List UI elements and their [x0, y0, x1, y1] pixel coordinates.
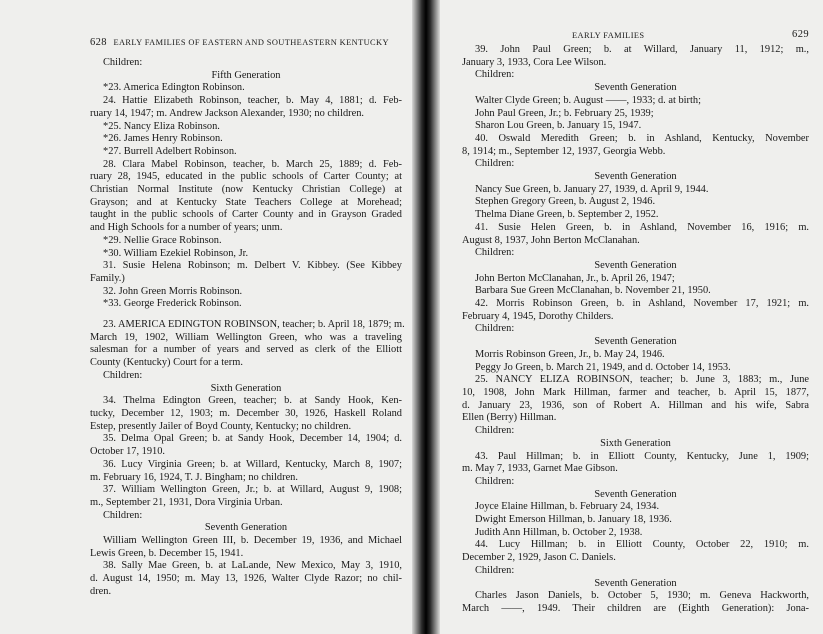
text-line: 41. Susie Helen Green, b. in Ashland, November 16, 1916; m.	[475, 221, 809, 233]
left-page-number: 628	[90, 37, 107, 48]
text-line: John Paul Green, Jr.; b. February 25, 1939;	[475, 107, 654, 119]
text-line: 34. Thelma Edington Green, teacher; b. at Sandy Hook, Ken-	[103, 395, 402, 407]
text-line: d. August 14, 1950; m. May 13, 1926, Walter Clyde Razor; no chil-	[90, 573, 402, 585]
text-line: Children:	[475, 564, 515, 576]
text-line: Stephen Gregory Green, b. August 2, 1946.	[475, 196, 656, 208]
left-running-head: EARLY FAMILIES OF EASTERN AND SOUTHEASTERN KENTUCKY	[113, 38, 389, 47]
text-line: March ——, 1949. Their children are (Eighth Generation): Jona-	[462, 602, 809, 614]
text-line: Children:	[103, 369, 143, 381]
text-line: and High Schools for a number of years; unm.	[90, 222, 283, 234]
text-line: Grayson; and at Kentucky State Teachers College at Morehead;	[90, 196, 402, 208]
text-line: January 3, 1933, Cora Lee Wilson.	[462, 56, 607, 68]
text-line: 43. Paul Hillman; b. in Elliott County, Kentucky, June 1, 1909;	[475, 450, 809, 462]
text-line: William Wellington Green III, b. December 19, 1936, and Michael	[103, 535, 402, 547]
generation-heading: Seventh Generation	[594, 82, 677, 94]
text-line: 31. Susie Helena Robinson; m. Delbert V. Kibbey. (See Kibbey	[103, 260, 402, 272]
generation-heading: Seventh Generation	[594, 336, 677, 348]
right-page-header	[462, 29, 809, 43]
text-line: 44. Lucy Hillman; b. in Elliott County, October 22, 1910; m.	[475, 539, 809, 551]
paragraph-gap	[90, 311, 402, 319]
text-line: m. February 16, 1924, T. J. Bingham; no children.	[90, 471, 298, 483]
text-line: ruary 14, 1947; m. Andrew Jackson Alexander, 1930; no children.	[90, 107, 365, 119]
text-line: Dwight Emerson Hillman, b. January 18, 1936.	[475, 514, 672, 526]
generation-heading: Seventh Generation	[594, 488, 677, 500]
text-line: tucky, December 12, 1903; m. December 30, 1926, Haskell Roland	[90, 407, 402, 419]
text-line: 24. Hattie Elizabeth Robinson, teacher, b. May 4, 1881; d. Feb-	[103, 95, 402, 107]
book-gutter	[412, 0, 440, 634]
text-line: ruary 28, 1945, educated in the public schools of Carter County; at	[90, 171, 402, 183]
text-line: 37. William Wellington Green, Jr.; b. at Willard, August 9, 1908;	[103, 484, 402, 496]
generation-heading: Seventh Generation	[204, 522, 288, 534]
generation-heading: Sixth Generation	[210, 382, 282, 394]
text-line: Morris Robinson Green, Jr., b. May 24, 1946.	[475, 348, 665, 360]
text-line: 35. Delma Opal Green; b. at Sandy Hook, December 14, 1904; d.	[103, 433, 402, 445]
text-line: Charles Jason Daniels, b. October 5, 1930; m. Geneva Hackworth,	[475, 590, 809, 602]
text-line: October 17, 1910.	[90, 446, 166, 458]
text-line: taught in the public schools of Carter County and in Grayson Graded	[90, 209, 402, 221]
text-line: 28. Clara Mabel Robinson, teacher, b. March 25, 1889; d. Feb-	[103, 158, 402, 170]
text-line: 32. John Green Morris Robinson.	[103, 285, 243, 297]
text-line: 39. John Paul Green; b. at Willard, January 11, 1912; m.,	[475, 44, 809, 55]
right-page	[440, 0, 823, 634]
text-line: February 4, 1945, Dorothy Childers.	[462, 310, 614, 322]
text-line: Children:	[103, 57, 143, 68]
text-line: Walter Clyde Green; b. August ——, 1933; d. at birth;	[475, 94, 701, 106]
text-line: Family.)	[90, 272, 125, 284]
text-line: December 2, 1929, Jason C. Daniels.	[462, 552, 616, 564]
generation-heading: Seventh Generation	[594, 577, 677, 589]
text-line: Children:	[475, 247, 515, 259]
text-line: Children:	[475, 69, 515, 81]
text-line: Joyce Elaine Hillman, b. February 24, 1934.	[475, 501, 660, 513]
text-line: Nancy Sue Green, b. January 27, 1939, d. April 9, 1944.	[475, 183, 709, 195]
text-line: *26. James Henry Robinson.	[103, 133, 223, 145]
text-line: 23. AMERICA EDINGTON ROBINSON, teacher; b. April 18, 1879; m.	[103, 319, 405, 331]
text-line: *25. Nancy Eliza Robinson.	[103, 120, 220, 132]
text-line: d. January 23, 1936, son of Robert A. Hillman and his wife, Sabra	[462, 399, 809, 411]
text-line: 40. Oswald Meredith Green; b. in Ashland, Kentucky, November	[475, 132, 809, 144]
text-line: County (Kentucky) Court for a term.	[90, 357, 243, 369]
text-line: Barbara Sue Green McClanahan, b. November 21, 1950.	[475, 285, 711, 297]
text-line: Thelma Diane Green, b. September 2, 1952.	[475, 209, 659, 221]
text-line: Children:	[475, 158, 515, 170]
generation-heading: Seventh Generation	[594, 259, 677, 271]
text-line: *29. Nellie Grace Robinson.	[103, 234, 222, 246]
text-line: *30. William Ezekiel Robinson, Jr.	[103, 247, 249, 259]
text-line: 8, 1914; m., September 12, 1937, Georgia Webb.	[462, 145, 666, 157]
right-running-head: EARLY FAMILIES	[572, 31, 645, 40]
text-line: m. May 7, 1933, Garnet Mae Gibson.	[462, 463, 618, 475]
right-page-text	[462, 44, 809, 616]
text-line: Children:	[103, 509, 143, 521]
text-line: 36. Lucy Virginia Green; b. at Willard, Kentucky, March 8, 1907;	[103, 458, 402, 470]
generation-heading: Sixth Generation	[600, 437, 671, 449]
text-line: 38. Sally Mae Green, b. at LaLande, New Mexico, May 3, 1910,	[103, 560, 402, 572]
text-line: Children:	[475, 425, 515, 437]
text-line: m., September 21, 1931, Dora Virginia Urban.	[90, 496, 283, 508]
right-page-number: 629	[792, 29, 809, 40]
text-line: Ellen (Berry) Hillman.	[462, 412, 557, 424]
text-line: Children:	[475, 323, 515, 335]
text-line: 42. Morris Robinson Green, b. in Ashland, November 17, 1921; m.	[475, 298, 809, 310]
text-line: Christian Normal Institute (now Kentucky Christian College) at	[90, 184, 402, 196]
text-line: Judith Ann Hillman, b. October 2, 1938.	[475, 526, 643, 538]
text-line: August 8, 1937, John Berton McClanahan.	[462, 234, 640, 246]
left-page-header	[90, 37, 402, 51]
text-line: John Berton McClanahan, Jr., b. April 26, 1947;	[475, 272, 675, 284]
text-line: Children:	[475, 475, 515, 487]
generation-heading: Seventh Generation	[594, 171, 677, 183]
text-line: March 19, 1902, William Wellington Green, who was a traveling	[90, 331, 402, 343]
left-page-text	[90, 57, 405, 599]
text-line: Estep, presently Jailer of Boyd County, Kentucky; no children.	[90, 420, 352, 432]
text-line: Lewis Green, b. December 15, 1941.	[90, 547, 244, 559]
text-line: Sharon Lou Green, b. January 15, 1947.	[475, 120, 642, 132]
text-line: 10, 1908, John Mark Hillman, farmer and teacher, b. April 15, 1877,	[462, 386, 809, 398]
text-line: *27. Burrell Adelbert Robinson.	[103, 145, 237, 157]
generation-heading: Fifth Generation	[211, 69, 281, 81]
text-line: Peggy Jo Green, b. March 21, 1949, and d. October 14, 1953.	[475, 361, 731, 373]
text-line: salesman for a number of years and served as clerk of the Elliott	[90, 344, 402, 356]
text-line: dren.	[90, 585, 112, 597]
text-line: *23. America Edington Robinson.	[103, 82, 245, 94]
text-line: *33. George Frederick Robinson.	[103, 298, 242, 310]
text-line: 25. NANCY ELIZA ROBINSON, teacher; b. June 3, 1883; m., June	[475, 374, 809, 386]
